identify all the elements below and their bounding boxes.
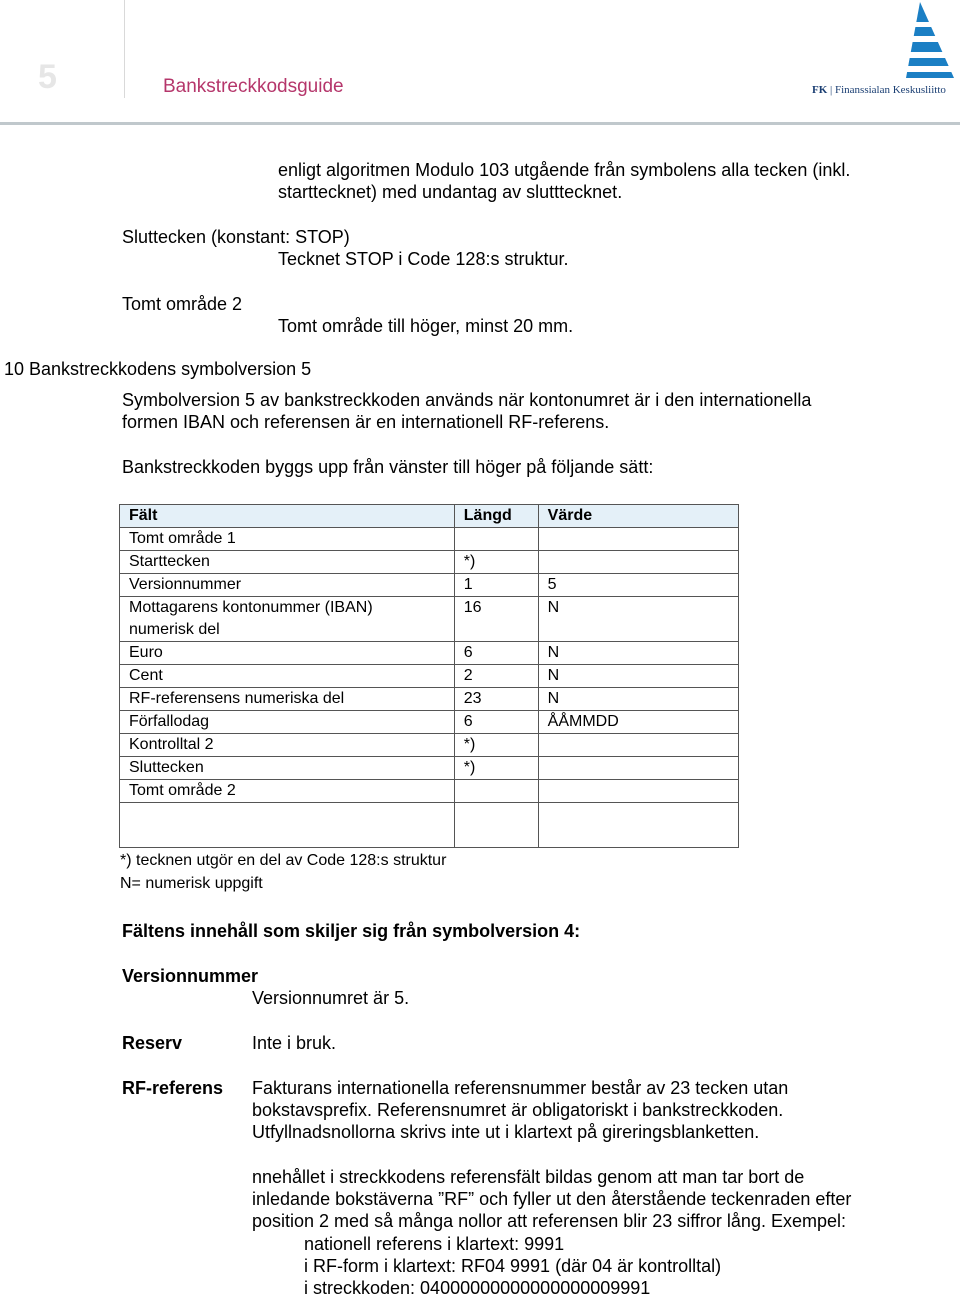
table-cell: *) — [454, 757, 538, 780]
table-header-cell: Längd — [454, 505, 538, 528]
section-heading: 10 Bankstreckkodens symbolversion 5 — [4, 359, 312, 379]
table-cell — [120, 803, 455, 848]
section-para1-line1: Symbolversion 5 av bankstreckkoden används när kontonumret är i den internationella — [122, 390, 812, 410]
table-cell — [120, 597, 455, 642]
table-cell: 2 — [454, 665, 538, 688]
table-header-cell: Värde — [538, 505, 738, 528]
table-row — [120, 757, 739, 780]
table-cell: N — [538, 642, 738, 665]
stop-text: Tecknet STOP i Code 128:s struktur. — [278, 249, 569, 269]
table-cell: 16 — [454, 597, 538, 642]
table-cell: 1 — [454, 574, 538, 597]
rf-para2-line-1: nnehållet i streckkodens referensfält bildas genom att man tar bort de — [252, 1167, 805, 1187]
table-cell: Kontrolltal 2 — [120, 734, 455, 757]
version-text: Versionnumret är 5. — [252, 988, 410, 1008]
header-divider — [124, 0, 125, 98]
reserv-text: Inte i bruk. — [252, 1033, 337, 1053]
table-cell: Cent — [120, 665, 455, 688]
table-cell: Tomt område 1 — [120, 528, 455, 551]
table-cell: Versionnummer — [120, 574, 455, 597]
example-line-2: i RF-form i klartext: RF04 9991 (där 04 är kontrolltal) — [304, 1256, 722, 1276]
table-cell — [454, 803, 538, 848]
table-row — [120, 734, 739, 757]
table-cell: 23 — [454, 688, 538, 711]
table-row — [120, 688, 739, 711]
empty-area-heading: Tomt område 2 — [122, 294, 243, 314]
table-cell: Euro — [120, 642, 455, 665]
fk-logo-icon — [896, 2, 954, 82]
table-cell: N — [538, 597, 738, 642]
stop-heading: Sluttecken (konstant: STOP) — [122, 227, 350, 247]
table-cell — [454, 528, 538, 551]
rf-line-3: Utfyllnadsnollorna skrivs inte ut i klartext på gireringsblanketten. — [252, 1122, 760, 1142]
table-row — [120, 803, 739, 848]
empty-area-text: Tomt område till höger, minst 20 mm. — [278, 316, 574, 336]
logo-caption: FK | Finanssialan Keskusliitto — [812, 84, 946, 96]
table-cell — [538, 757, 738, 780]
table-row — [120, 528, 739, 551]
example-line-1: nationell referens i klartext: 9991 — [304, 1234, 565, 1254]
diff-heading: Fältens innehåll som skiljer sig från symbolversion 4: — [122, 921, 581, 941]
table-cell — [538, 734, 738, 757]
intro-line-1: enligt algoritmen Modulo 103 utgående från symbolens alla tecken (inkl. — [278, 160, 851, 180]
table-cell: Tomt område 2 — [120, 780, 455, 803]
table-row — [120, 711, 739, 734]
table-cell — [538, 780, 738, 803]
table-header-row — [120, 505, 739, 528]
table-cell: Sluttecken — [120, 757, 455, 780]
table-row — [120, 597, 739, 642]
intro-line-2: starttecknet) med undantag av slutttecknet. — [278, 182, 623, 202]
logo-abbr: FK — [812, 84, 828, 96]
field-table — [119, 504, 739, 848]
table-cell: 6 — [454, 642, 538, 665]
table-cell: N — [538, 665, 738, 688]
table-cell: ÅÅMMDD — [538, 711, 738, 734]
table-cell-line: Mottagarens kontonummer (IBAN) — [129, 599, 373, 616]
table-row — [120, 551, 739, 574]
footnote-structure: *) tecknen utgör en del av Code 128:s struktur — [120, 852, 447, 869]
table-cell — [538, 528, 738, 551]
section-para1-line2: formen IBAN och referensen är en internationell RF-referens. — [122, 412, 610, 432]
rf-para2-line-3: position 2 med så många nollor att referensen blir 23 siffror lång. Exempel: — [252, 1211, 846, 1231]
table-cell — [538, 803, 738, 848]
table-cell — [538, 551, 738, 574]
document-title: Bankstreckkodsguide — [163, 76, 344, 97]
table-cell: Förfallodag — [120, 711, 455, 734]
section-para2: Bankstreckkoden byggs upp från vänster till höger på följande sätt: — [122, 457, 654, 477]
table-row — [120, 780, 739, 803]
page-number: 5 — [38, 58, 57, 96]
rf-para2-line-2: inledande bokstäverna ”RF” och fyller ut den återstående teckenraden efter — [252, 1189, 852, 1209]
table-cell: Starttecken — [120, 551, 455, 574]
rf-label: RF-referens — [122, 1078, 224, 1098]
reserv-label: Reserv — [122, 1033, 183, 1053]
rf-line-2: bokstavsprefix. Referensnumret är obligatoriskt i bankstreckkoden. — [252, 1100, 784, 1120]
rf-line-1: Fakturans internationella referensnummer består av 23 tecken utan — [252, 1078, 789, 1098]
header-rule — [0, 122, 960, 125]
logo-name: Finanssialan Keskusliitto — [834, 84, 946, 96]
table-cell: 5 — [538, 574, 738, 597]
table-cell: *) — [454, 734, 538, 757]
table-row — [120, 574, 739, 597]
table-cell — [454, 780, 538, 803]
table-row — [120, 665, 739, 688]
table-cell: RF-referensens numeriska del — [120, 688, 455, 711]
footnote-numeric: N= numerisk uppgift — [120, 875, 263, 892]
table-cell: N — [538, 688, 738, 711]
version-label: Versionnummer — [122, 966, 259, 986]
table-cell: *) — [454, 551, 538, 574]
example-line-3: i streckkoden: 04000000000000000009991 — [304, 1278, 651, 1298]
table-row — [120, 642, 739, 665]
table-cell: 6 — [454, 711, 538, 734]
table-cell-line: numerisk del — [129, 621, 220, 638]
table-header-cell: Fält — [120, 505, 455, 528]
